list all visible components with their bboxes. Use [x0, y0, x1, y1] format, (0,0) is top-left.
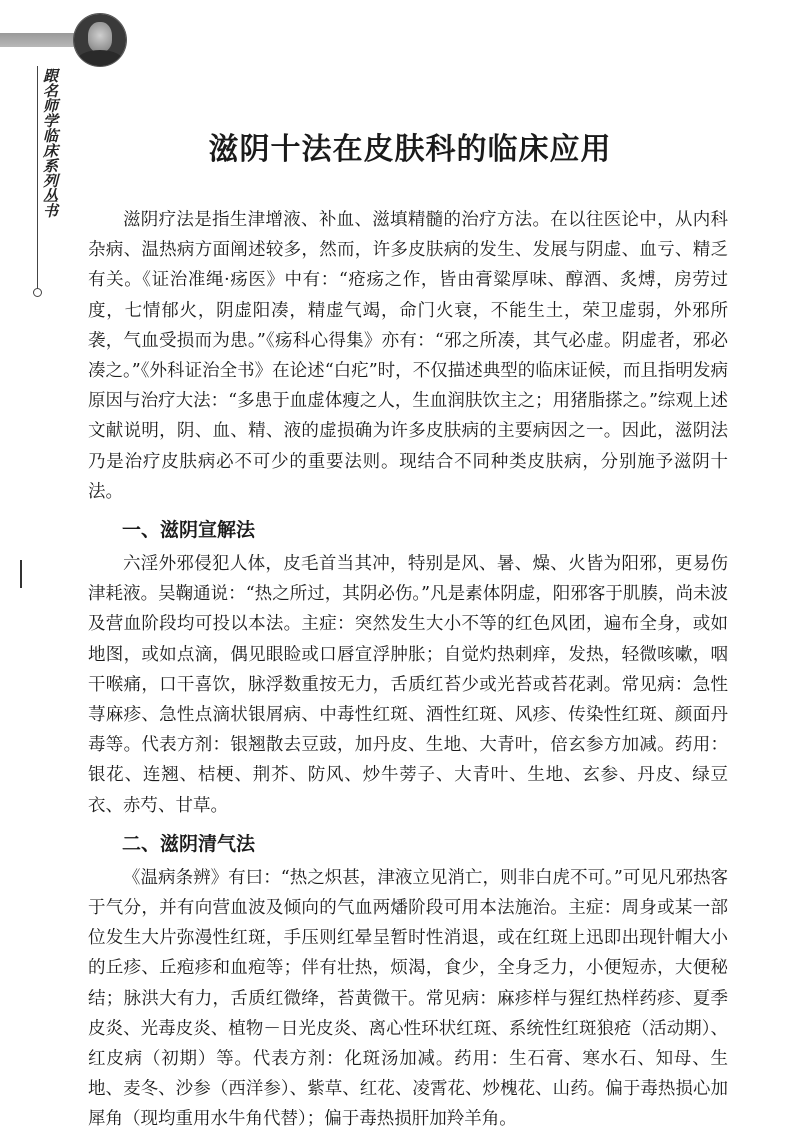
portrait-face: [88, 22, 112, 52]
portrait-shoulders: [76, 50, 124, 66]
section-body-1: 六淫外邪侵犯人体，皮毛首当其冲，特别是风、暑、燥、火皆为阳邪，更易伤津耗液。吴鞠通说：“热之所过，其阴必伤。”凡是素体阴虚，阳邪客于肌腠，尚未波及营血阶段均可投以本法。主症：突然发生大小不等的红色风团，遍布全身，或如地图，或如点滴，偶见眼睑或口唇宣浮肿胀；自觉灼热刺痒，发热，轻微咳嗽，咽干喉痛，口干喜饮，脉浮数重按无力，舌质红苔少或光苔或苔花剥。常见病：急性荨麻疹、急性点滴状银屑病、中毒性红斑、酒性红斑、风疹、传染性红斑、颜面丹毒等。代表方剂：银翘散去豆豉，加丹皮、生地、大青叶，倍玄参方加减。药用：银花、连翘、桔梗、荆芥、防风、炒牛蒡子、大青叶、生地、玄参、丹皮、绿豆衣、赤芍、甘草。: [88, 554, 728, 816]
intro-paragraph: 滋阴疗法是指生津增液、补血、滋填精髓的治疗方法。在以往医论中，从内科杂病、温热病方面阐述较多，然而，许多皮肤病的发生、发展与阴虚、血亏、精乏有关。《证治准绳·疡医》中有：“疮疡之作，皆由膏粱厚味、醇酒、炙煿，房劳过度，七情郁火，阴虚阳凑，精虚气竭，命门火衰，不能生土，荣卫虚弱，外邪所袭，气血受损而为患。”《疡科心得集》亦有：“邪之所凑，其气必虚。阴虚者，邪必凑之。”《外科证治全书》在论述“白疕”时，不仅描述典型的临床证候，而且指明发病原因与治疗大法：“多患于血虚体瘦之人，生血润肤饮主之；用猪脂搽之。”综观上述文献说明，阴、血、精、液的虚损确为许多皮肤病的主要病因之一。因此，滋阴法乃是治疗皮肤病必不可少的重要法则。现结合不同种类皮肤病，分别施予滋阴十法。: [88, 210, 728, 502]
article-body: [88, 205, 728, 1135]
section-heading-2: 二、滋阴清气法: [122, 832, 256, 855]
page-title: 滋阴十法在皮肤科的临床应用: [208, 132, 612, 167]
author-portrait: [74, 14, 126, 66]
side-dot-icon: [33, 288, 42, 297]
section-heading-1: 一、滋阴宣解法: [122, 519, 256, 542]
page-edge-mark: [20, 560, 22, 588]
series-label: 跟名师学临床系列丛书: [41, 68, 59, 218]
section-body-2: 《温病条辨》有曰：“热之炽甚，津液立见消亡，则非白虎不可。”可见凡邪热客于气分，并有向营血波及倾向的气血两燔阶段可用本法施治。主症：周身或某一部位发生大片弥漫性红斑，手压则红晕呈暂时性消退，或在红斑上迅即出现针帽大小的丘疹、丘疱疹和血疱等；伴有壮热，烦渴，食少，全身乏力，小便短赤，大便秘结；脉洪大有力，舌质红微绛，苔黄微干。常见病：麻疹样与猩红热样药疹、夏季皮炎、光毒皮炎、植物－日光皮炎、离心性环状红斑、系统性红斑狼疮（活动期）、红皮病（初期）等。代表方剂：化斑汤加减。药用：生石膏、寒水石、知母、生地、麦冬、沙参（西洋参）、紫草、红花、凌霄花、炒槐花、山药。偏于毒热损心加犀角（现均重用水牛角代替）；偏于毒热损肝加羚羊角。: [88, 867, 728, 1130]
